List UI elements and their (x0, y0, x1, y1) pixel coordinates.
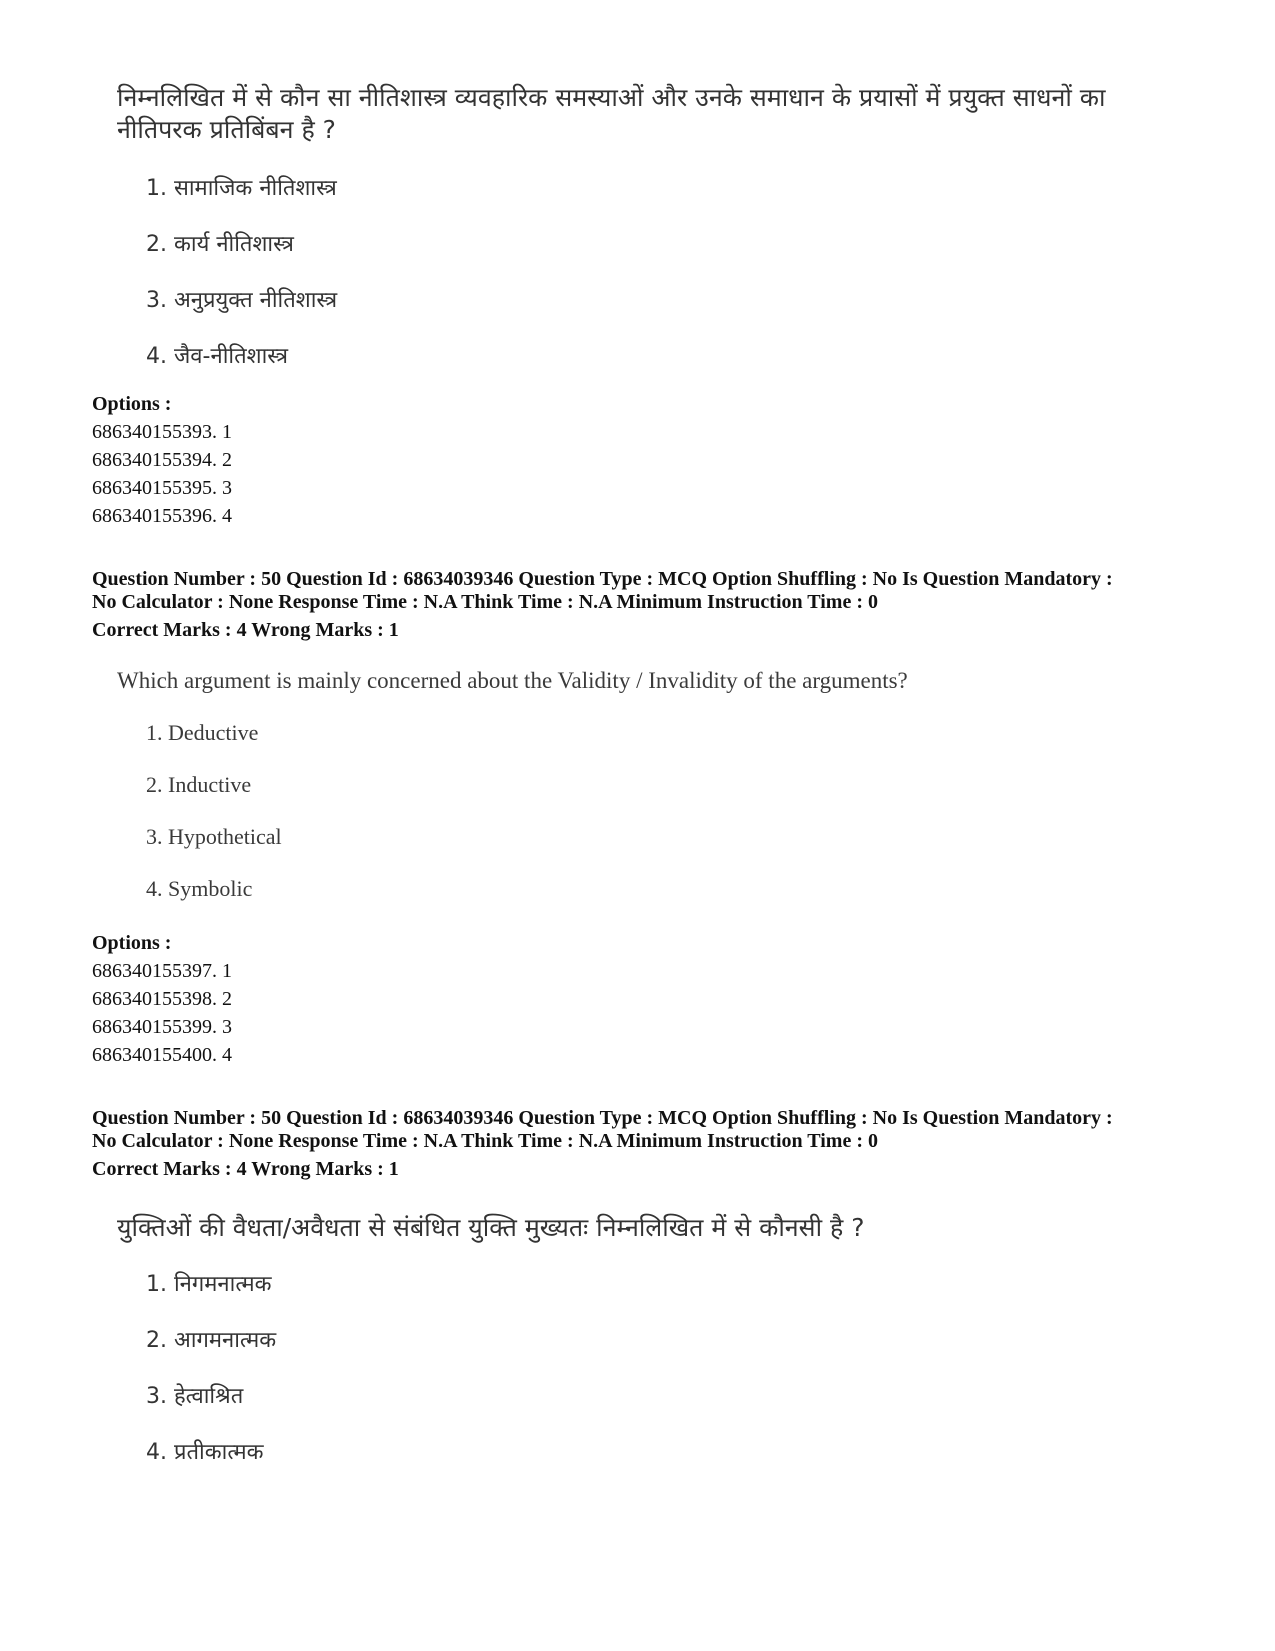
choice-1: 1. सामाजिक नीतिशास्त्र (146, 176, 337, 201)
choice-3: 3. Hypothetical (146, 824, 282, 849)
option-id-line: 686340155398. 2 (92, 988, 232, 1010)
option-id-line: 686340155395. 3 (92, 477, 232, 499)
question-meta-line: Question Number : 50 Question Id : 68634039346 Question Type : MCQ Option Shuffling : No Is Question Mandatory : (92, 1107, 1113, 1129)
choice-3: 3. हेत्वाश्रित (146, 1384, 244, 1409)
option-id-line: 686340155399. 3 (92, 1016, 232, 1038)
choice-4: 4. प्रतीकात्मक (146, 1440, 264, 1465)
choice-4: 4. Symbolic (146, 876, 253, 901)
question-text-hindi-2: युक्तिओं की वैधता/अवैधता से संबंधित युक्ति मुख्यतः निम्नलिखित में से कौनसी है ? (117, 1213, 865, 1242)
option-id-line: 686340155394. 2 (92, 449, 232, 471)
marks-line: Correct Marks : 4 Wrong Marks : 1 (92, 619, 399, 641)
choice-1: 1. निगमनात्मक (146, 1272, 272, 1297)
choice-2: 2. कार्य नीतिशास्त्र (146, 232, 294, 257)
options-label: Options : (92, 393, 172, 415)
option-id-line: 686340155396. 4 (92, 505, 232, 527)
question-meta-line: No Calculator : None Response Time : N.A Think Time : N.A Minimum Instruction Time : 0 (92, 591, 878, 613)
options-label: Options : (92, 932, 172, 954)
choice-4: 4. जैव-नीतिशास्त्र (146, 344, 288, 369)
question-meta-line: No Calculator : None Response Time : N.A Think Time : N.A Minimum Instruction Time : 0 (92, 1130, 878, 1152)
option-id-line: 686340155393. 1 (92, 421, 232, 443)
marks-line: Correct Marks : 4 Wrong Marks : 1 (92, 1158, 399, 1180)
question-text-english: Which argument is mainly concerned about the Validity / Invalidity of the arguments? (117, 668, 908, 693)
choice-2: 2. आगमनात्मक (146, 1328, 277, 1353)
choice-1: 1. Deductive (146, 720, 259, 745)
choice-3: 3. अनुप्रयुक्त नीतिशास्त्र (146, 288, 338, 313)
choice-2: 2. Inductive (146, 772, 252, 797)
question-meta-line: Question Number : 50 Question Id : 68634039346 Question Type : MCQ Option Shuffling : No Is Question Mandatory : (92, 568, 1113, 590)
question-text-hindi-1: निम्नलिखित में से कौन सा नीतिशास्त्र व्यवहारिक समस्याओं और उनके समाधान के प्रयासों में प्रयुक्त साधनों का नीतिपरक प्रतिबिंबन है ? (117, 83, 1106, 144)
option-id-line: 686340155397. 1 (92, 960, 232, 982)
option-id-line: 686340155400. 4 (92, 1044, 232, 1066)
